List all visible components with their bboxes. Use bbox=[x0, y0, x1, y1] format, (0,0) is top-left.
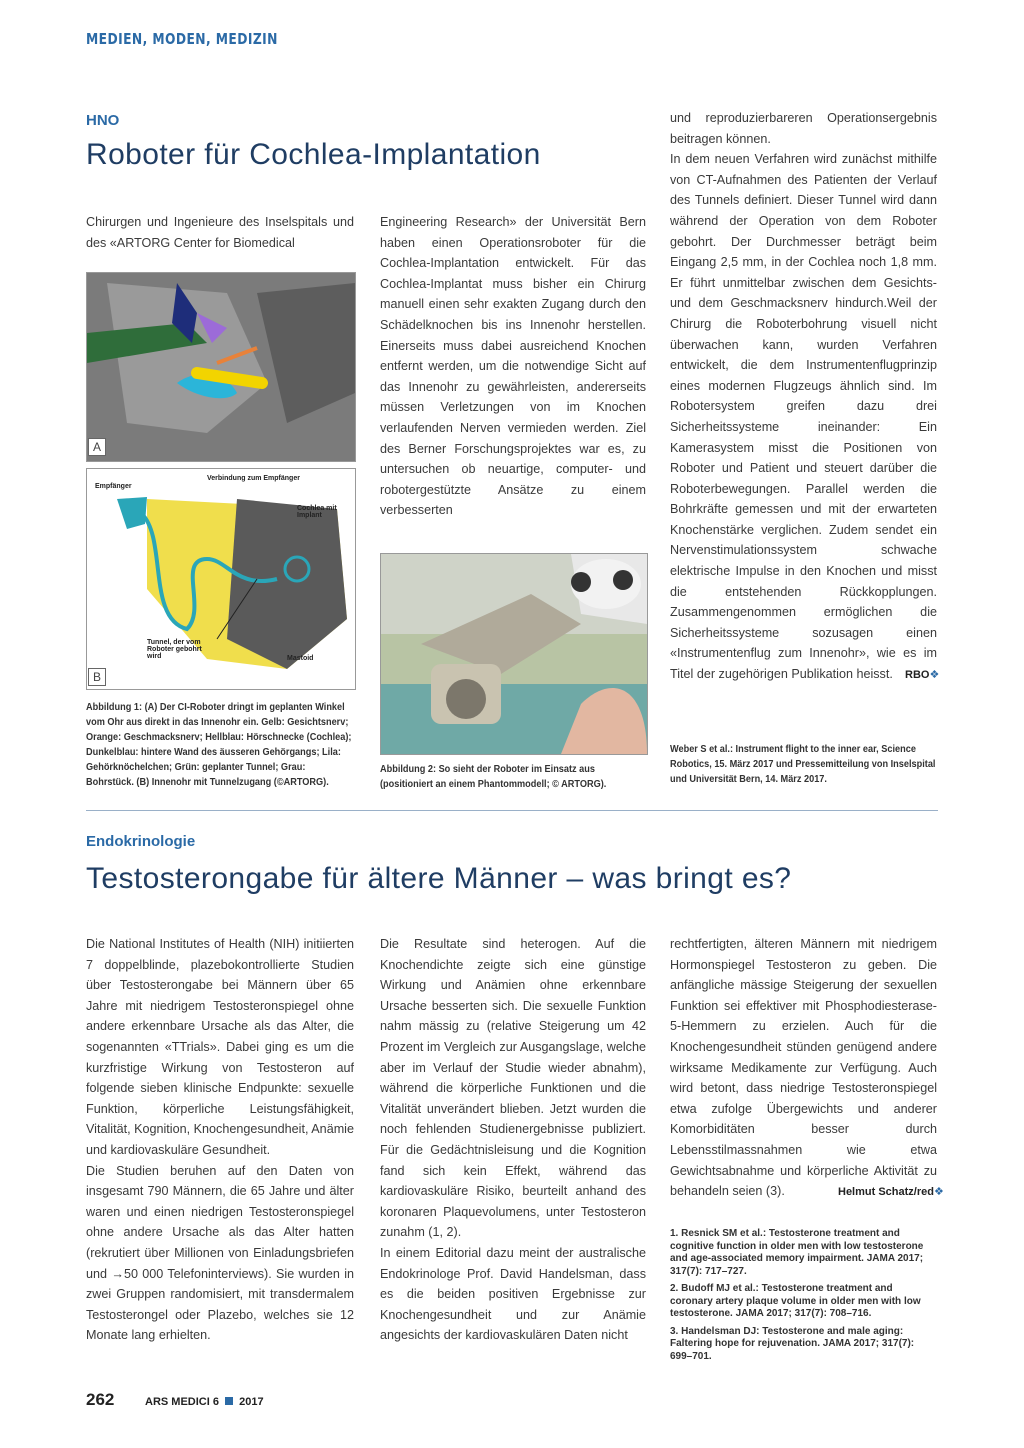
figure-b-image bbox=[86, 468, 356, 690]
article2-signature bbox=[838, 1185, 944, 1198]
article2-sig-text: Helmut Schatz/red bbox=[838, 1186, 934, 1198]
article2-col1b-text: Die Studien beruhen auf den Daten von insgesamt 790 Männern, die 65 Jahre und älter waren und einen niedrigen Testosteronspiegel ohne andere Ursache als das Alter hatten (rekrutiert über Millionen von Einladungsbriefen und →50 000 Telefoninterviews). Sie wurden in zwei Gruppen randomisiert, mit transdermalem Testosterongel oder Plazebo, welches sie 12 Monate lang erhielten. bbox=[86, 1163, 354, 1343]
article2-col2a-text: Die Resultate sind heterogen. Auf die Knochendichte zeigte sich eine günstige Wirkung und Anämien ohne erkennbare Ursache besserten sich. Die sexuelle Funktion nahm mässig zu (relative Steigerung um 42 Prozent im Vergleich zur Ausgangslage, welche aber im Verlauf der Studie wieder abnahm), während die körperliche Funktionen und die Vitalität unverändert blieben. Jetzt wurden die noch fehlenden Studienergebnisse publiziert. Für die Gedächtnisleisung und die Kognition fand sich kein Effekt, während das kardiovaskuläre Risiko, beurteilt anhand des koronaren Plaquevolumens, unter Testosteron zunahm (1, 2). bbox=[380, 937, 646, 1240]
section-divider bbox=[86, 810, 938, 811]
article2-kicker: Endokrinologie bbox=[86, 833, 196, 850]
reference-item: 1. Resnick SM et al.: Testosterone treatment and cognitive function in older men with low testosterone and age-associated memory impairment. JAMA 2017; 317(7): 717–727. bbox=[670, 1228, 924, 1277]
figure-b-letter: B bbox=[88, 668, 106, 686]
article1-signature bbox=[905, 668, 939, 681]
figure-2-image bbox=[380, 553, 648, 755]
article1-title: Roboter für Cochlea-Implantation bbox=[86, 138, 541, 171]
figure-2-caption: Abbildung 2: So sieht der Roboter im Einsatz aus (positioniert an einem Phantommodell; © ARTORG). bbox=[380, 764, 607, 790]
article2-col3-text: rechtfertigten, älteren Männern mit niedrigem Hormonspiegel Testosteron zu geben. Die anfängliche mässige Steigerung der sexuellen Funktion sei effektiver mit Phosphodiesterase-5-Hemmern zu erzielen. Auch für die Knochengesundheit stünden genügend andere wirksame Medikamente zur Verfügung. Auch wird betont, dass niedrige Testosteronspiegel etwa zufolge Übergewichts und anderer Komorbiditäten besser durch Lebensstilmassnahmen wie etwa Gewichtsabnahme und körperliche Aktivität zu behandeln seien (3). bbox=[670, 937, 937, 1199]
figure-b-label-cochlea: Cochlea mit Implant bbox=[297, 505, 337, 519]
section-label: MEDIEN, MODEN, MEDIZIN bbox=[86, 30, 278, 48]
reference-item: 3. Handelsman DJ: Testosterone and male aging: Faltering hope for rejuvenation. JAMA 2017; 317(7): 699–701. bbox=[670, 1325, 915, 1362]
article1-col1 bbox=[86, 212, 354, 253]
article2-col2 bbox=[380, 934, 646, 1346]
reference-item: 2. Budoff MJ et al.: Testosterone treatment and coronary artery plaque volume in older men with low testosterone. JAMA 2017; 317(7): 708–716. bbox=[670, 1283, 921, 1319]
article1-col3a-text: und reproduzierbareren Operationsergebnis beitragen können. bbox=[670, 111, 937, 146]
article1-col3 bbox=[670, 108, 940, 685]
figure-b-label-tunnel: Tunnel, der vom Roboter gebohrt wird bbox=[147, 639, 202, 660]
diamond-icon: ❖ bbox=[933, 1186, 944, 1198]
article2-title: Testosterongabe für ältere Männer – was bringt es? bbox=[86, 862, 792, 895]
article1-sig-text: RBO bbox=[905, 669, 930, 681]
magazine-info bbox=[145, 1396, 264, 1408]
article2-col3 bbox=[670, 934, 937, 1202]
article1-reference: Weber S et al.: Instrument flight to the inner ear, Science Robotics, 15. März 2017 und Pressemitteilung von Inselspital und Universität Bern, 14. März 2017. bbox=[670, 744, 936, 785]
figure-1-caption: Abbildung 1: (A) Der CI-Roboter dringt im geplanten Winkel vom Ohr aus direkt in das Innenohr ein. Gelb: Gesichtsnerv; Orange: Geschmacksnerv; Hellblau: Hörschnecke (Cochlea); Dunkelblau: hintere Wand des äusseren Gehörgangs; Lila: Gehörknöchelchen; Grün: geplanter Tunnel; Grau: Bohrstück. (B) Innenohr mit Tunnelzugang (©ARTORG). bbox=[86, 702, 352, 788]
article1-col2-text: Engineering Research» der Universität Bern haben einen Operationsroboter für die Cochlea-Implantation entwickelt. Für das Cochlea-Implantat muss bisher ein Chirurg manuell einen sehr exakten Zugang durch den Schädelknochen bis ins Innenohr herstellen. Einerseits muss dabei ausreichend Knochen entfernt werden, um die notwendige Sicht auf das Innenohr zu gewährleisten, andererseits müssen Verletzungen von im Knochen verlaufenden Nerven vermieden werden. Ziel des Berner Forschungsprojektes war es, zu untersuchen ob neuartige, computer- und robotergestützte Ansätze zu einem verbesserten bbox=[380, 215, 646, 518]
figure-2-robot-photo bbox=[381, 554, 647, 754]
figure-b-label-verbindung: Verbindung zum Empfänger bbox=[207, 475, 300, 482]
figure-b-diagram bbox=[87, 469, 355, 689]
article2-col2b-text: In einem Editorial dazu meint der australische Endokrinologe Prof. David Handelsman, dass es die beiden positiven Ergebnisse zur Knochengesundheit und zur Anämie angesichts der kardiovaskulären Daten nicht bbox=[380, 1245, 646, 1343]
page-number: 262 bbox=[86, 1390, 115, 1409]
square-icon bbox=[225, 1397, 233, 1405]
figure-a-ct-scan bbox=[87, 273, 355, 461]
figure-b-label-mastoid: Mastoid bbox=[287, 655, 314, 662]
figure-a-letter: A bbox=[88, 438, 106, 456]
article1-col2 bbox=[380, 212, 646, 521]
article1-col3b-text: In dem neuen Verfahren wird zunächst mithilfe von CT-Aufnahmen des Patienten der Verlauf des Tunnels definiert. Dieser Tunnel wird dann während der Operation von dem Roboter gebohrt. Der Durchmesser beträgt beim Eingang 2,5 mm, in der Cochlea noch 1,8 mm. Er führt unmittelbar zwischen dem Gesichts- und dem Geschmacksnerv hindurch.Weil der Chirurg die Roboterbohrung visuell nicht überwachen kann, wurden Verfahren entwickelt, die dem Instrumentenflugprinzip eines modernen Flugzeugs ähnlich sind. Im Robotersystem greifen dazu drei Sicherheitssysteme ineinander: Ein Kamerasystem misst die Positionen von Roboter und Patient und steuert darüber die Roboterbewegungen. Parallel werden die Bohrkräfte gemessen und mit der erwarteten Knochenstärke verglichen. Zudem sendet ein Nervenstimulationssystem schwache elektrische Impulse in den Knochen und misst die entstehenden Rückkopplungen. Zusammengenommen ermöglichen die Sicherheitssysteme sozusagen einen «Instrumentenflug zum Innenohr», wie es im Titel der zugehörigen Publikation heisst. bbox=[670, 152, 937, 682]
figure-a-image bbox=[86, 272, 356, 462]
magazine-name: ARS MEDICI 6 bbox=[145, 1396, 219, 1408]
article2-col1a-text: Die National Institutes of Health (NIH) initiierten 7 doppelblinde, plazebokontrollierte Studien über Testosterongabe bei Männern über 65 Jahre mit niedrigem Testosteronspiegel ohne andere erkennbare Ursache als das Alter, die sogenannten «TTrials». Dabei ging es um die kurzfristige Wirkung von Testosteron auf folgende sieben klinische Endpunkte: sexuelle Funktion, körperliche Leistungsfähigkeit, Vitalität, Kognition, Knochengesundheit, Anämie und kardiovaskuläre Gesundheit. bbox=[86, 937, 354, 1157]
magazine-year: 2017 bbox=[239, 1396, 264, 1408]
diamond-icon: ❖ bbox=[929, 669, 940, 681]
figure-b-label-empfaenger: Empfänger bbox=[95, 483, 132, 490]
article1-col1-text: Chirurgen und Ingenieure des Inselspitals und des «ARTORG Center for Biomedical bbox=[86, 215, 354, 250]
article2-references bbox=[670, 1228, 938, 1368]
article2-col1 bbox=[86, 934, 354, 1346]
article1-kicker: HNO bbox=[86, 112, 120, 129]
